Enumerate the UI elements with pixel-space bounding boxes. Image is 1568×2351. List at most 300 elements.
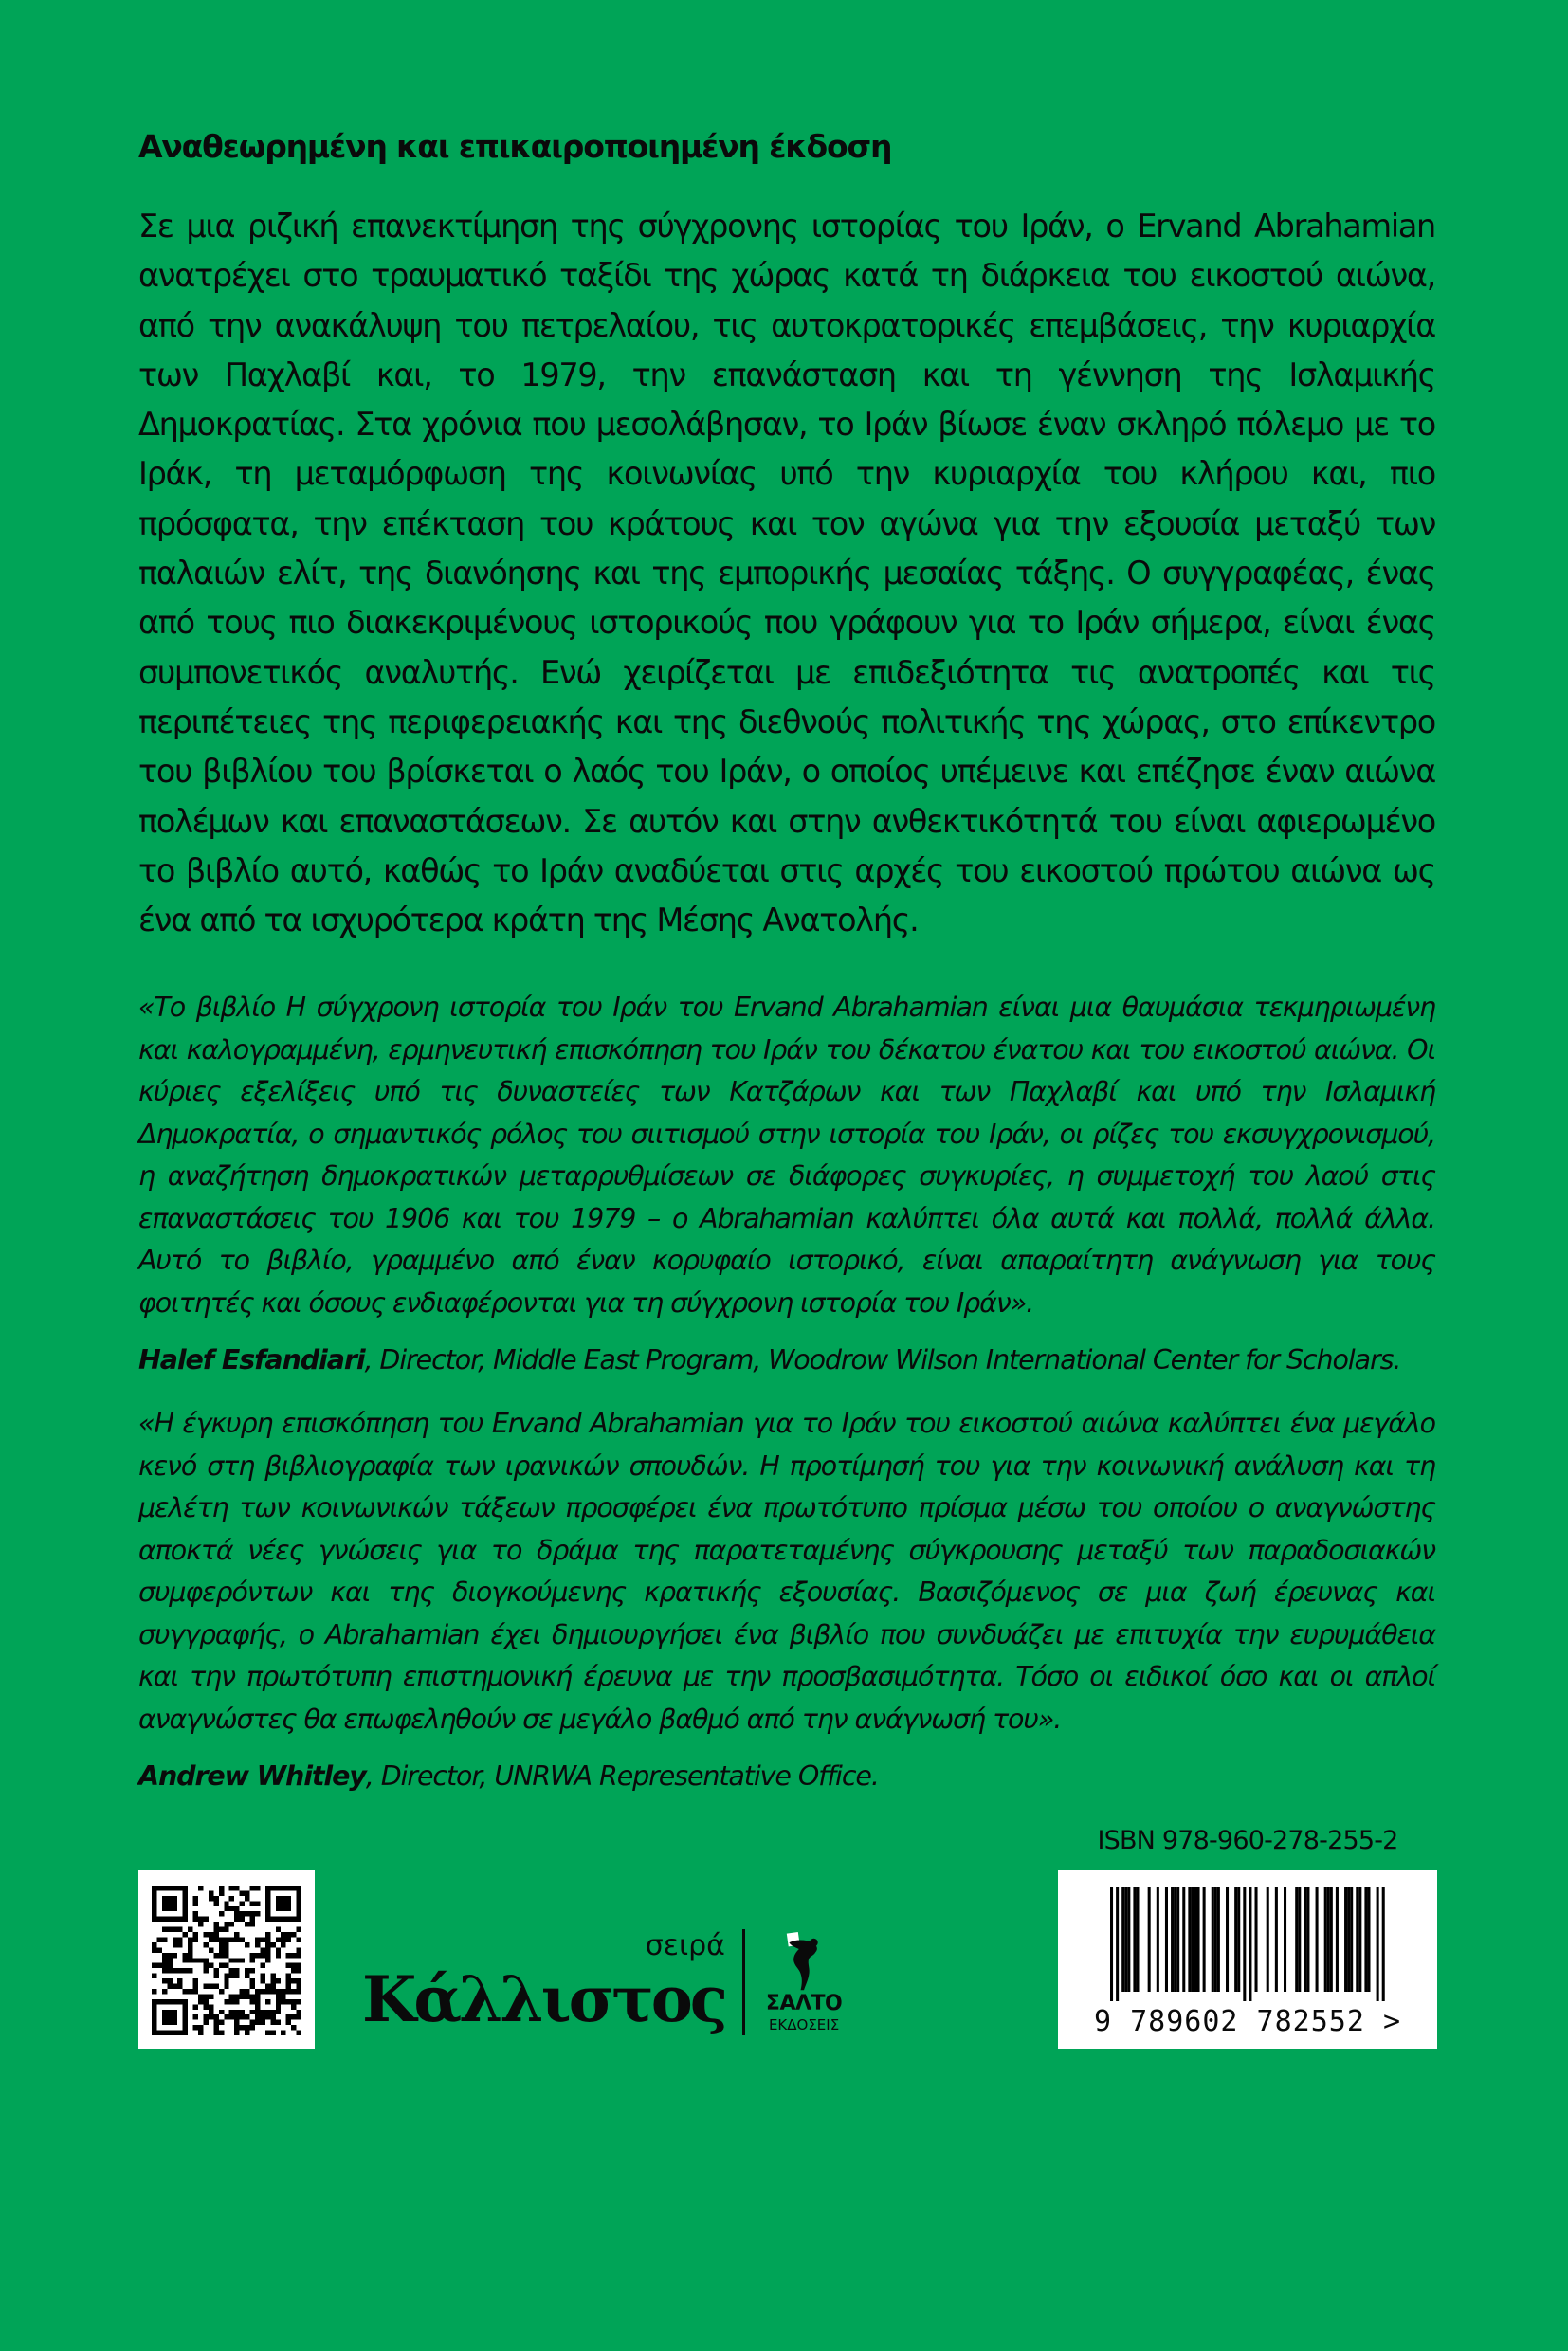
qr-module: [209, 2010, 213, 2014]
qr-module: [209, 2005, 213, 2010]
qr-module: [265, 1948, 270, 1953]
qr-module: [188, 1989, 192, 1994]
qr-module: [286, 1984, 291, 1989]
qr-module: [250, 2010, 255, 2014]
review-author-2: Andrew Whitley: [138, 1760, 366, 1793]
qr-module: [265, 1959, 270, 1963]
qr-module: [270, 2031, 275, 2035]
qr-module: [173, 1953, 177, 1958]
qr-module: [250, 1984, 255, 1989]
qr-module: [183, 1989, 188, 1994]
qr-module: [198, 1917, 203, 1922]
qr-module: [224, 1974, 228, 1978]
qr-module: [229, 1999, 234, 2004]
qr-module: [224, 1923, 228, 1927]
qr-module: [183, 1969, 188, 1974]
qr-module: [297, 1999, 301, 2004]
qr-module: [260, 2015, 264, 2020]
qr-module: [281, 1942, 285, 1947]
barcode-bar: [1364, 1887, 1367, 1992]
qr-module: [270, 1974, 275, 1978]
qr-module: [203, 1959, 208, 1963]
qr-module: [255, 1912, 260, 1917]
qr-module: [203, 1917, 208, 1922]
qr-module: [173, 1942, 177, 1947]
qr-module: [265, 1942, 270, 1947]
qr-module: [245, 1969, 249, 1974]
qr-module: [177, 1942, 182, 1947]
qr-module: [234, 2020, 239, 2025]
qr-module: [183, 1953, 188, 1958]
qr-module: [188, 1938, 192, 1942]
qr-module: [286, 1989, 291, 1994]
qr-module: [167, 1953, 172, 1958]
qr-module: [250, 1995, 255, 1999]
qr-module: [255, 1886, 260, 1890]
qr-module: [229, 1896, 234, 1901]
qr-module: [224, 1906, 228, 1911]
qr-module: [213, 1923, 218, 1927]
qr-module: [286, 1979, 291, 1984]
qr-module: [291, 1999, 296, 2004]
qr-module: [219, 1948, 224, 1953]
qr-module: [250, 2020, 255, 2025]
qr-module: [193, 1902, 198, 1906]
qr-module: [234, 2015, 239, 2020]
barcode-bar: [1295, 1887, 1298, 1992]
barcode-bar: [1298, 1887, 1301, 1992]
publisher-name: ΣΑΛΤΟ: [765, 1992, 843, 2016]
edition-heading: Αναθεωρημένη και επικαιροποιημένη έκδοση: [138, 128, 892, 165]
qr-module: [297, 1927, 301, 1932]
qr-module: [198, 1923, 203, 1927]
qr-module: [213, 2015, 218, 2020]
qr-module: [291, 1953, 296, 1958]
qr-module: [209, 1984, 213, 1989]
qr-module: [177, 1938, 182, 1942]
qr-module: [260, 1963, 264, 1968]
barcode-bar: [1165, 1887, 1168, 1992]
qr-module: [193, 1984, 198, 1989]
qr-module: [276, 1948, 281, 1953]
qr-module: [229, 2010, 234, 2014]
barcode-bar: [1110, 1887, 1113, 2001]
qr-module: [234, 1906, 239, 1911]
qr-module: [270, 1979, 275, 1984]
qr-module: [250, 1886, 255, 1890]
qr-module: [297, 2031, 301, 2035]
qr-module: [297, 1948, 301, 1953]
qr-module: [198, 2026, 203, 2031]
qr-module: [162, 1969, 167, 1974]
barcode-digits: 9 789602 782552 >: [1093, 2005, 1402, 2039]
qr-module: [291, 1979, 296, 1984]
qr-module: [152, 1942, 156, 1947]
qr-module: [213, 1974, 218, 1978]
qr-module: [219, 1886, 224, 1890]
qr-module: [297, 1938, 301, 1942]
qr-module: [177, 1969, 182, 1974]
barcode-bar: [1367, 1887, 1370, 1992]
qr-module: [281, 1932, 285, 1937]
qr-module: [260, 1979, 264, 1984]
qr-module: [245, 1912, 249, 1917]
qr-module: [255, 1902, 260, 1906]
qr-module: [224, 1953, 228, 1958]
qr-module: [193, 1959, 198, 1963]
review-quote-1: «Το βιβλίο Η σύγχρονη ιστορία του Ιράν του Ervand Abrahamian είναι μια θαυμάσια τεκμηριωμένη και καλογραμμένη, ερμηνευτική επισκόπηση του Ιράν του δέκατου ένατου και του εικοστού αιώνα. Οι κύριες εξελίξεις υπό τις δυναστείες των Κατζάρων και των Παχλαβί και υπό την Ισλαμική Δημοκρατία, ο σημαντικός ρόλος του σιιτισμού στην ιστορία του Ιράν, οι ρίζες του εκσυγχρονισμού, η αναζήτηση δημοκρατικών μεταρρυθμίσεων σε διάφορες συγκυρίες, η συμμετοχή του λαού στις επαναστάσεις του 1906 και του 1979 – ο Abrahamian καλύπτει όλα αυτά και πολλά, πολλά άλλα. Αυτό το βιβλίο, γραμμένο από έναν κορυφαίο ιστορικό, είναι απαραίτητη ανάγνωση για τους φοιτητές και όσους ενδιαφέρονται για τη σύγχρονη ιστορία του Ιράν».: [138, 992, 1435, 1319]
qr-module: [188, 1969, 192, 1974]
qr-module: [213, 1953, 218, 1958]
qr-module: [286, 2020, 291, 2025]
barcode-bar: [1188, 1887, 1191, 1992]
qr-module: [193, 1917, 198, 1922]
barcode-bar: [1214, 1887, 1217, 1992]
barcode-bar: [1191, 1887, 1194, 1992]
qr-module: [209, 1963, 213, 1968]
qr-module: [276, 1896, 291, 1911]
qr-module: [152, 1989, 156, 1994]
qr-module: [270, 1984, 275, 1989]
qr-module: [297, 1979, 301, 1984]
qr-module: [240, 1912, 245, 1917]
barcode-bar: [1174, 1887, 1176, 1992]
qr-module: [281, 1989, 285, 1994]
qr-module: [250, 1902, 255, 1906]
qr-module: [286, 1999, 291, 2004]
qr-module: [203, 1942, 208, 1947]
barcode-bar: [1316, 1887, 1319, 1992]
qr-module: [219, 2031, 224, 2035]
qr-code-graphic: [152, 1886, 301, 2035]
barcode-bar: [1267, 1887, 1269, 1992]
qr-module: [167, 1979, 172, 1984]
qr-module: [276, 1979, 281, 1984]
qr-module: [234, 1912, 239, 1917]
qr-module: [229, 1959, 234, 1963]
qr-module: [297, 1963, 301, 1968]
qr-module: [162, 1896, 177, 1911]
qr-module: [193, 1979, 198, 1984]
qr-module: [203, 2020, 208, 2025]
barcode-bar: [1197, 1887, 1200, 1992]
barcode-bar: [1358, 1887, 1361, 1992]
qr-module: [224, 1984, 228, 1989]
qr-module: [224, 1999, 228, 2004]
qr-module: [240, 1917, 245, 1922]
qr-module: [203, 1999, 208, 2004]
qr-module: [203, 2015, 208, 2020]
qr-module: [245, 2031, 249, 2035]
qr-module: [297, 2015, 301, 2020]
qr-module: [260, 1953, 264, 1958]
qr-module: [219, 1927, 224, 1932]
qr-module: [209, 1995, 213, 1999]
qr-module: [203, 1984, 208, 1989]
qr-module: [255, 1953, 260, 1958]
barcode-bar: [1243, 1887, 1246, 2001]
qr-module: [270, 1942, 275, 1947]
barcode-bar: [1121, 1887, 1124, 1992]
qr-module: [188, 1953, 192, 1958]
qr-module: [260, 2020, 264, 2025]
qr-module: [291, 2005, 296, 2010]
qr-module: [219, 2020, 224, 2025]
qr-module: [291, 1963, 296, 1968]
barcode-bar: [1217, 1887, 1220, 1992]
barcode-bar: [1350, 1887, 1353, 1992]
qr-module: [240, 1995, 245, 1999]
barcode-bar: [1324, 1887, 1327, 1992]
qr-module: [255, 1942, 260, 1947]
qr-module: [162, 2010, 177, 2025]
barcode-bar: [1136, 1887, 1139, 1992]
qr-module: [219, 1989, 224, 1994]
qr-module: [260, 1938, 264, 1942]
qr-module: [193, 1932, 198, 1937]
qr-module: [245, 1995, 249, 1999]
barcode-bar: [1133, 1887, 1136, 1992]
qr-module: [167, 1959, 172, 1963]
series-logo: [362, 1929, 725, 2035]
ean-13-barcode-icon: [1105, 1887, 1390, 2001]
qr-module: [234, 1969, 239, 1974]
qr-module: [245, 1942, 249, 1947]
qr-module: [297, 1953, 301, 1958]
qr-module: [213, 1902, 218, 1906]
qr-module: [156, 1963, 161, 1968]
qr-module: [229, 1906, 234, 1911]
qr-module: [286, 1932, 291, 1937]
qr-module: [173, 1984, 177, 1989]
qr-module: [162, 1979, 167, 1984]
barcode-bar: [1171, 1887, 1174, 1992]
qr-module: [240, 1938, 245, 1942]
qr-module: [167, 1927, 172, 1932]
qr-module: [198, 1959, 203, 1963]
review-role-2: , Director, UNRWA Representative Office.: [365, 1760, 879, 1793]
qr-module: [152, 1963, 156, 1968]
review-role-1: , Director, Middle East Program, Woodrow Wilson International Center for Scholars.: [364, 1344, 1401, 1376]
qr-module: [193, 1989, 198, 1994]
qr-module: [281, 1995, 285, 1999]
qr-module: [276, 1927, 281, 1932]
qr-module: [286, 1953, 291, 1958]
qr-module: [152, 1948, 156, 1953]
qr-module: [229, 1969, 234, 1974]
qr-module: [276, 1953, 281, 1958]
qr-module: [156, 1948, 161, 1953]
qr-module: [213, 1932, 218, 1937]
qr-module: [167, 1984, 172, 1989]
qr-module: [265, 1953, 270, 1958]
barcode-bar: [1116, 1887, 1119, 2001]
qr-module: [245, 2026, 249, 2031]
qr-module: [173, 1969, 177, 1974]
barcode-bar: [1212, 1887, 1214, 1992]
qr-module: [162, 1959, 167, 1963]
qr-module: [234, 2010, 239, 2014]
qr-module: [209, 1932, 213, 1937]
qr-module: [188, 1948, 192, 1953]
barcode-bar: [1344, 1887, 1347, 1992]
qr-module: [219, 1912, 224, 1917]
qr-module: [250, 1979, 255, 1984]
barcode-bar: [1194, 1887, 1196, 1992]
qr-module: [213, 1927, 218, 1932]
qr-module: [240, 2026, 245, 2031]
qr-module: [219, 1938, 224, 1942]
qr-module: [291, 1932, 296, 1937]
qr-module: [193, 2026, 198, 2031]
qr-module: [255, 2015, 260, 2020]
qr-module: [234, 2031, 239, 2035]
review-quote-2: «Η έγκυρη επισκόπηση του Ervand Abrahamian για το Ιράν του εικοστού αιώνα καλύπτει ένα μεγάλο κενό στη βιβλιογραφία των ιρανικών σπουδών. Η προτίμησή του για την κοινωνική ανάλυση και τη μελέτη των κοινωνικών τάξεων προσφέρει ένα πρωτότυπο πρίσμα μέσω του οποίου ο αναγνώστης αποκτά νέες γνώσεις για το δράμα της παρατεταμένης σύγκρουσης μεταξύ των παραδοσιακών συμφερόντων και της διογκούμενης κρατικής εξουσίας. Βασιζόμενος σε μια ζωή έρευνας και συγγραφής, ο Abrahamian έχει δημιουργήσει ένα βιβλίο που συνδυάζει με επιτυχία την ευρυμάθεια και την πρωτότυπη επιστημονική έρευνα με την προσβασιμότητα. Τόσο οι ειδικοί όσο και οι απλοί αναγνώστες θα επωφεληθούν σε μεγάλο βαθμό από την ανάγνωσή του».: [138, 1408, 1435, 1735]
qr-module: [286, 1974, 291, 1978]
qr-module: [198, 1999, 203, 2004]
series-label: σειρά: [645, 1929, 725, 1963]
barcode-bar: [1275, 1887, 1278, 1992]
qr-module: [240, 2015, 245, 2020]
qr-module: [209, 1896, 213, 1901]
isbn-group: [1058, 1825, 1437, 2049]
back-cover-text: [138, 0, 1435, 1798]
qr-module: [229, 2015, 234, 2020]
qr-module: [173, 1927, 177, 1932]
barcode-bar: [1234, 1887, 1237, 1992]
qr-module: [213, 1984, 218, 1989]
qr-module: [188, 1927, 192, 1932]
qr-module: [291, 2015, 296, 2020]
barcode-bar: [1255, 1887, 1258, 1992]
qr-module: [291, 2026, 296, 2031]
qr-module: [203, 1969, 208, 1974]
qr-module: [265, 1932, 270, 1937]
isbn-label: ISBN 978-960-278-255-2: [1097, 1826, 1398, 1856]
qr-module: [297, 1989, 301, 1994]
qr-module: [255, 2020, 260, 2025]
qr-module: [156, 1938, 161, 1942]
qr-module: [265, 1984, 270, 1989]
barcode-bar: [1124, 1887, 1127, 1992]
qr-module: [198, 1995, 203, 1999]
qr-module: [177, 1979, 182, 1984]
qr-module: [234, 1995, 239, 1999]
qr-module: [203, 1932, 208, 1937]
qr-module: [255, 1938, 260, 1942]
qr-module: [224, 1927, 228, 1932]
barcode-bar: [1306, 1887, 1309, 1992]
barcode-bar: [1284, 1887, 1286, 1992]
qr-module: [209, 2015, 213, 2020]
qr-module: [209, 1891, 213, 1896]
qr-module: [213, 1938, 218, 1942]
qr-module: [240, 1959, 245, 1963]
series-logo-kallistos: Κάλλιστος: [362, 1962, 725, 2037]
barcode-bar: [1249, 1887, 1251, 2001]
qr-module: [291, 1969, 296, 1974]
barcode-bar: [1347, 1887, 1350, 1992]
qr-module: [224, 1948, 228, 1953]
qr-module: [265, 1938, 270, 1942]
qr-module: [245, 1989, 249, 1994]
qr-module: [162, 1989, 167, 1994]
qr-module: [250, 1969, 255, 1974]
barcode-bar: [1377, 1887, 1379, 2001]
barcode-bar: [1304, 1887, 1306, 1992]
isbn-barcode: [1058, 1870, 1437, 2049]
qr-module: [162, 1938, 167, 1942]
qr-module: [188, 1942, 192, 1947]
qr-module: [297, 1969, 301, 1974]
qr-module: [219, 2010, 224, 2014]
qr-module: [177, 1927, 182, 1932]
qr-module: [250, 1912, 255, 1917]
qr-module: [213, 1896, 218, 1901]
qr-module: [270, 2020, 275, 2025]
qr-module: [240, 1891, 245, 1896]
qr-module: [234, 1917, 239, 1922]
qr-module: [234, 1932, 239, 1937]
qr-module: [265, 2015, 270, 2020]
barcode-bar: [1127, 1887, 1130, 1992]
qr-module: [286, 1963, 291, 1968]
qr-module: [250, 1917, 255, 1922]
qr-module: [250, 1999, 255, 2004]
qr-module: [167, 1963, 172, 1968]
qr-module: [198, 1886, 203, 1890]
barcode-bar: [1226, 1887, 1229, 1992]
qr-module: [209, 1938, 213, 1942]
qr-module: [234, 1886, 239, 1890]
qr-module: [234, 1938, 239, 1942]
publisher-logos: [362, 1929, 842, 2035]
qr-module: [203, 1995, 208, 1999]
barcode-bar: [1336, 1887, 1339, 1992]
qr-module: [240, 1902, 245, 1906]
qr-module: [224, 2015, 228, 2020]
qr-module: [270, 2015, 275, 2020]
qr-module: [219, 1963, 224, 1968]
qr-module: [276, 2020, 281, 2025]
qr-module: [245, 1974, 249, 1978]
qr-module: [245, 2015, 249, 2020]
qr-module: [224, 1902, 228, 1906]
qr-module: [213, 2026, 218, 2031]
qr-module: [219, 1891, 224, 1896]
qr-module: [162, 1963, 167, 1968]
qr-module: [188, 1959, 192, 1963]
qr-module: [173, 1938, 177, 1942]
qr-module: [281, 2031, 285, 2035]
qr-module: [234, 1999, 239, 2004]
qr-code-icon[interactable]: [138, 1870, 315, 2049]
barcode-bar: [1330, 1887, 1333, 1992]
qr-module: [193, 1938, 198, 1942]
qr-module: [209, 1948, 213, 1953]
barcode-bar: [1157, 1887, 1159, 1992]
qr-module: [167, 1969, 172, 1974]
review-author-1: Halef Esfandiari: [138, 1344, 365, 1376]
qr-module: [193, 2005, 198, 2010]
qr-module: [286, 2015, 291, 2020]
cover-footer: [138, 1825, 1437, 2049]
discobolus-figure-icon: [777, 1931, 830, 1992]
qr-module: [162, 1953, 167, 1958]
qr-module: [286, 1938, 291, 1942]
qr-module: [224, 1963, 228, 1968]
barcode-bar: [1203, 1887, 1206, 1992]
